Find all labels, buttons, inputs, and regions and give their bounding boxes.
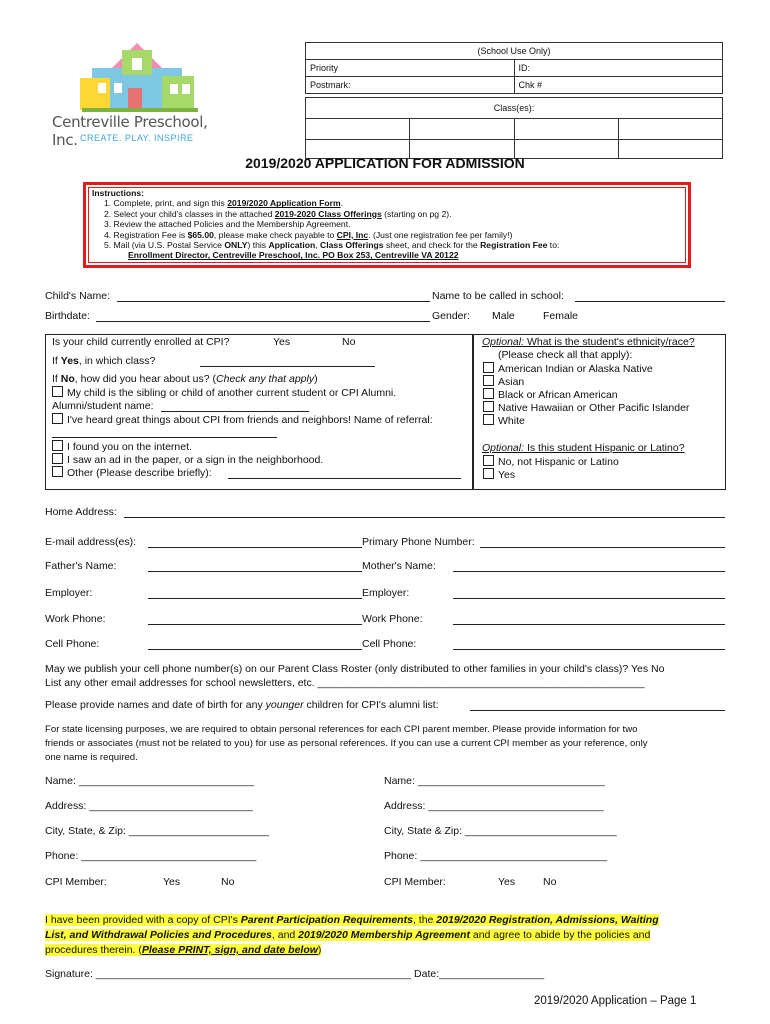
gender-female[interactable]: Female: [543, 310, 579, 322]
house-illustration-icon: [52, 38, 222, 118]
refs-text-line: For state licensing purposes, we are required to obtain personal references for each CPI parent member. Please provide information for two: [45, 724, 638, 735]
page-footer: 2019/2020 Application – Page 1: [534, 995, 697, 1007]
father-work-phone-label: Work Phone:: [45, 613, 106, 625]
ethnicity-option[interactable]: White: [483, 414, 525, 427]
ethnicity-question: Optional: What is the student's ethnicity/race?: [482, 336, 695, 348]
mother-cell-label: Cell Phone:: [362, 638, 417, 650]
checkbox-icon[interactable]: [483, 388, 494, 399]
checkbox-icon[interactable]: [483, 414, 494, 425]
agreement-line-2: List, and Withdrawal Policies and Procedures, and 2019/2020 Membership Agreement and agree to abide by the policies and: [45, 929, 651, 941]
child-name-field[interactable]: [117, 301, 430, 302]
option-other[interactable]: Other (Please describe briefly):: [52, 466, 212, 479]
which-class-field[interactable]: [200, 366, 375, 367]
ref2-name[interactable]: Name: ________________________________: [384, 775, 605, 787]
younger-children-field[interactable]: [470, 710, 725, 711]
birthdate-label: Birthdate:: [45, 310, 90, 322]
agreement-line-3: procedures therein. (Please PRINT, sign, and date below): [45, 944, 322, 956]
enrolled-no[interactable]: No: [342, 336, 356, 348]
father-name-field[interactable]: [148, 571, 362, 572]
ref1-member-yes[interactable]: Yes: [163, 876, 181, 888]
father-name-label: Father's Name:: [45, 560, 117, 572]
father-employer-label: Employer:: [45, 587, 93, 599]
primary-phone-label: Primary Phone Number:: [362, 536, 475, 548]
father-cell-field[interactable]: [148, 649, 362, 650]
mother-name-label: Mother's Name:: [362, 560, 436, 572]
form-title: 2019/2020 APPLICATION FOR ADMISSION: [245, 155, 525, 171]
ethnicity-option[interactable]: Native Hawaiian or Other Pacific Islander: [483, 401, 689, 414]
ethnicity-option[interactable]: Asian: [483, 375, 524, 388]
checkbox-icon[interactable]: [52, 440, 63, 451]
signature-date-line[interactable]: Signature: ______________________________________________________ Date:__________________: [45, 968, 545, 980]
refs-text-line: friends or associates (must not be related to you) for use as personal references. If you can use a current CPI member as your reference, only: [45, 738, 648, 749]
mother-work-phone-field[interactable]: [453, 624, 725, 625]
home-address-label: Home Address:: [45, 506, 117, 518]
school-logo: [52, 38, 222, 148]
called-name-label: Name to be called in school:: [432, 290, 564, 302]
ref1-phone[interactable]: Phone: ______________________________: [45, 850, 257, 862]
checkbox-icon[interactable]: [483, 468, 494, 479]
classes-header: Class(es):: [306, 98, 723, 119]
option-referral[interactable]: I've heard great things about CPI from friends and neighbors! Name of referral:: [52, 413, 433, 426]
gender-label: Gender:: [432, 310, 470, 322]
ref2-member-no[interactable]: No: [543, 876, 557, 888]
other-email-line[interactable]: List any other email addresses for school newsletters, etc. ________________________________________________________: [45, 677, 645, 689]
publish-question: May we publish your cell phone number(s) on our Parent Class Roster (only distributed to other families in your child's class)? Yes No: [45, 663, 665, 675]
father-cell-label: Cell Phone:: [45, 638, 100, 650]
ref1-address[interactable]: Address: ____________________________: [45, 800, 253, 812]
ref2-address[interactable]: Address: ______________________________: [384, 800, 604, 812]
called-name-field[interactable]: [575, 301, 725, 302]
checkbox-icon[interactable]: [52, 386, 63, 397]
mother-name-field[interactable]: [453, 571, 725, 572]
option-sibling[interactable]: My child is the sibling or child of another current student or CPI Alumni.: [52, 386, 396, 399]
ethnicity-option[interactable]: Black or African American: [483, 388, 618, 401]
checkbox-icon[interactable]: [52, 453, 63, 464]
refs-text-line: one name is required.: [45, 752, 138, 763]
other-describe-field[interactable]: [228, 478, 461, 479]
mother-cell-field[interactable]: [453, 649, 725, 650]
ethnicity-option[interactable]: American Indian or Alaska Native: [483, 362, 653, 375]
younger-children-label: Please provide names and date of birth for any younger children for CPI's alumni list:: [45, 699, 439, 711]
ref1-city[interactable]: City, State, & Zip: ________________________: [45, 825, 269, 837]
classes-table: [305, 97, 723, 159]
hispanic-question: Optional: Is this student Hispanic or Latino?: [482, 442, 685, 454]
hispanic-option[interactable]: Yes: [483, 468, 515, 481]
email-field[interactable]: [148, 547, 362, 548]
id-field: ID:: [514, 60, 723, 77]
gender-male[interactable]: Male: [492, 310, 515, 322]
ref2-phone[interactable]: Phone: ________________________________: [384, 850, 608, 862]
option-internet[interactable]: I found you on the internet.: [52, 440, 192, 453]
school-use-header: (School Use Only): [306, 43, 723, 60]
ref2-city[interactable]: City, State & Zip: __________________________: [384, 825, 617, 837]
ref1-member-no[interactable]: No: [221, 876, 235, 888]
mailing-address: Enrollment Director, Centreville Preschool, Inc. PO Box 253, Centreville VA 20122: [128, 250, 459, 261]
ref1-member-label: CPI Member:: [45, 876, 107, 888]
instructions-heading: Instructions:: [92, 188, 145, 198]
chk-field: Chk #: [514, 77, 723, 94]
mother-work-phone-label: Work Phone:: [362, 613, 423, 625]
enrolled-question: Is your child currently enrolled at CPI?: [52, 336, 230, 348]
checkbox-icon[interactable]: [483, 375, 494, 386]
agreement-line-1: I have been provided with a copy of CPI's Parent Participation Requirements, the 2019/2020 Registration, Admissions, Waiting: [45, 914, 659, 926]
instructions-box: Instructions: 1. Complete, print, and sign this 2019/2020 Application Form. 2. Select your child's classes in the attached 2019-2020 Class Offerings (starting on pg 2). 3. Review the attached Policies and the Membership Agreement. 4. Registration Fee is $65.00, please make check payable to CPI, Inc. (Just one registration fee per family!) 5. Mail (via U.S. Postal Service ONLY) this Application, Class Offerings sheet, and check for the Registration Fee to: Enrollment Director, Centreville Preschool, Inc. PO Box 253, Centreville VA 20122: [83, 182, 691, 268]
birthdate-field[interactable]: [96, 321, 430, 322]
father-work-phone-field[interactable]: [148, 624, 362, 625]
how-heard-label: If No, how did you hear about us? (Check any that apply): [52, 373, 318, 385]
enrolled-yes[interactable]: Yes: [273, 336, 291, 348]
primary-phone-field[interactable]: [480, 547, 725, 548]
checkbox-icon[interactable]: [483, 455, 494, 466]
priority-field: Priority: [306, 60, 515, 77]
ref2-member-yes[interactable]: Yes: [498, 876, 516, 888]
which-class-label: If Yes, in which class?: [52, 355, 156, 367]
checkbox-icon[interactable]: [52, 466, 63, 477]
ref1-name[interactable]: Name: ______________________________: [45, 775, 255, 787]
ethnicity-note: (Please check all that apply):: [498, 349, 633, 361]
mother-employer-field[interactable]: [453, 598, 725, 599]
logo-name: Centreville Preschool, Inc.: [52, 113, 208, 149]
home-address-field[interactable]: [124, 517, 725, 518]
mother-employer-label: Employer:: [362, 587, 410, 599]
hispanic-option[interactable]: No, not Hispanic or Latino: [483, 455, 619, 468]
email-label: E-mail address(es):: [45, 536, 137, 548]
school-use-table: [305, 42, 723, 94]
checkbox-icon[interactable]: [483, 401, 494, 412]
referral-name-field[interactable]: [52, 437, 277, 438]
alumni-name-label: Alumni/student name:: [52, 400, 154, 412]
logo-tagline: CREATE. PLAY. INSPIRE: [80, 133, 194, 143]
option-ad[interactable]: I saw an ad in the paper, or a sign in the neighborhood.: [52, 453, 323, 466]
postmark-field: Postmark:: [306, 77, 515, 94]
alumni-name-field[interactable]: [161, 411, 309, 412]
child-name-label: Child's Name:: [45, 290, 111, 302]
checkbox-icon[interactable]: [483, 362, 494, 373]
father-employer-field[interactable]: [148, 598, 362, 599]
ref2-member-label: CPI Member:: [384, 876, 446, 888]
checkbox-icon[interactable]: [52, 413, 63, 424]
